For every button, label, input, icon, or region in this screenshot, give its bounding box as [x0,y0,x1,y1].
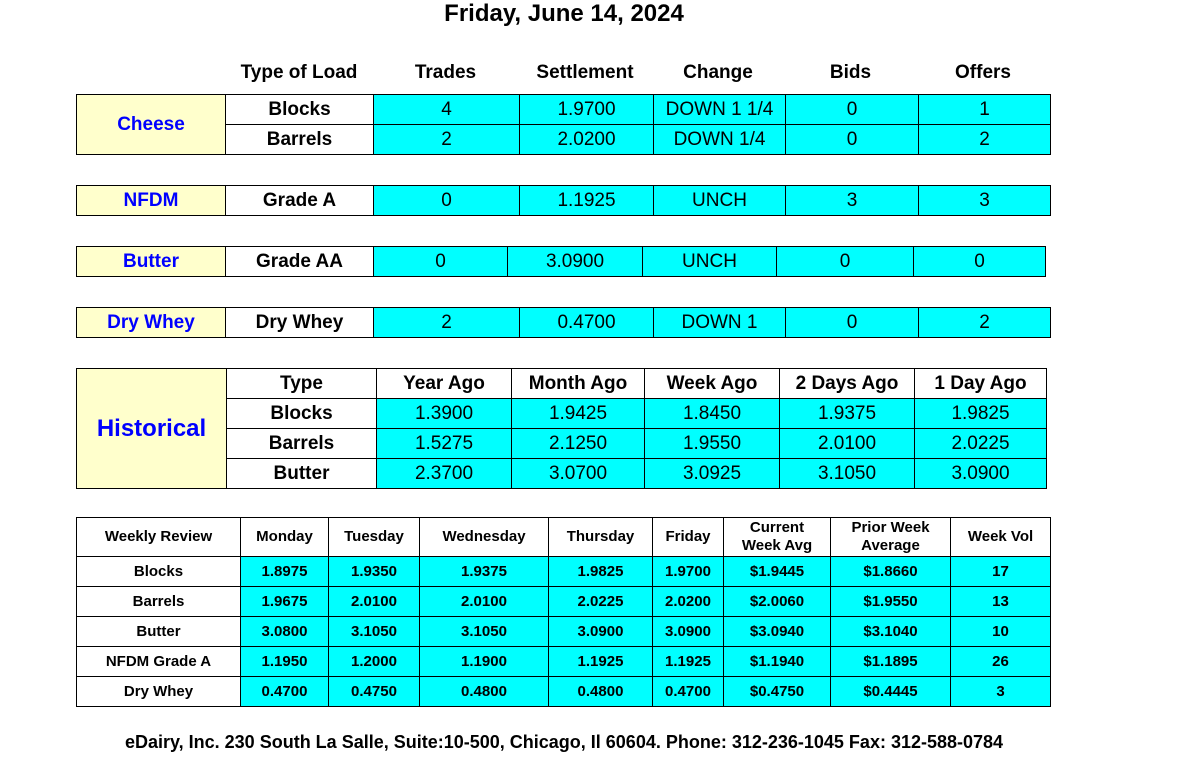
hist-cell: 1.3900 [377,399,512,429]
drywhey-table [76,307,1051,338]
weekly-cell: 1.9350 [329,557,420,587]
weekly-cell: 13 [951,587,1051,617]
trades-cell: 0 [374,247,508,277]
hist-header: Month Ago [512,369,645,399]
spacer [76,60,225,86]
weekly-cell: $3.1040 [831,617,951,647]
weekly-cell: 1.1950 [241,647,329,677]
weekly-cell: $3.0940 [724,617,831,647]
weekly-header: Wednesday [420,518,549,557]
weekly-cell: 3.1050 [329,617,420,647]
weekly-cell: 1.1925 [549,647,653,677]
weekly-cell: 0.4800 [549,677,653,707]
category-historical: Historical [77,369,227,489]
weekly-cell: 1.9700 [653,557,724,587]
category-butter: Butter [77,247,226,277]
weekly-header-line: Average [861,537,920,554]
market-column-headers [76,60,1049,86]
offers-cell: 2 [919,125,1051,155]
offers-cell: 1 [919,95,1051,125]
hist-cell: 3.0900 [915,459,1047,489]
weekly-header: Friday [653,518,724,557]
change-cell: UNCH [654,186,786,216]
weekly-cell: $1.1940 [724,647,831,677]
weekly-cell: 3.0900 [653,617,724,647]
weekly-cell: 17 [951,557,1051,587]
weekly-cell: 3.1050 [420,617,549,647]
hist-cell: 3.1050 [780,459,915,489]
weekly-type: Barrels [77,587,241,617]
weekly-type: Dry Whey [77,677,241,707]
weekly-review-table [76,517,1051,707]
weekly-cell: 1.2000 [329,647,420,677]
hist-type: Barrels [227,429,377,459]
hist-header: 1 Day Ago [915,369,1047,399]
settlement-cell: 3.0900 [508,247,643,277]
load-type: Blocks [226,95,374,125]
hist-cell: 1.9375 [780,399,915,429]
weekly-header: Week Vol [951,518,1051,557]
change-cell: DOWN 1 1/4 [654,95,786,125]
hist-cell: 2.0100 [780,429,915,459]
load-type: Dry Whey [226,308,374,338]
weekly-cell: $0.4445 [831,677,951,707]
weekly-type: Butter [77,617,241,647]
header-change: Change [683,62,753,83]
hist-header: 2 Days Ago [780,369,915,399]
change-cell: UNCH [643,247,777,277]
weekly-cell: 0.4700 [241,677,329,707]
weekly-cell: 0.4750 [329,677,420,707]
bids-cell: 0 [786,95,919,125]
weekly-cell: 1.9675 [241,587,329,617]
hist-cell: 1.9550 [645,429,780,459]
hist-cell: 3.0700 [512,459,645,489]
weekly-header-line: Current [749,519,805,536]
header-offers: Offers [955,62,1011,83]
historical-table [76,368,1047,489]
weekly-header-prior-avg [831,518,951,557]
settlement-cell: 2.0200 [520,125,654,155]
weekly-cell: 1.1925 [653,647,724,677]
hist-cell: 1.8450 [645,399,780,429]
weekly-type: Blocks [77,557,241,587]
hist-cell: 2.0225 [915,429,1047,459]
hist-type: Blocks [227,399,377,429]
weekly-cell: 2.0200 [653,587,724,617]
category-cheese: Cheese [77,95,226,155]
weekly-cell: 3.0800 [241,617,329,647]
trades-cell: 2 [374,308,520,338]
weekly-cell: 1.1900 [420,647,549,677]
hist-header: Year Ago [377,369,512,399]
trades-cell: 0 [374,186,520,216]
weekly-header-line: Prior Week [851,519,930,536]
weekly-header: Thursday [549,518,653,557]
bids-cell: 3 [786,186,919,216]
hist-cell: 2.3700 [377,459,512,489]
cheese-table [76,94,1051,155]
bids-cell: 0 [786,125,919,155]
weekly-cell: 26 [951,647,1051,677]
weekly-cell: 1.9375 [420,557,549,587]
weekly-cell: $1.9445 [724,557,831,587]
weekly-cell: 10 [951,617,1051,647]
weekly-header: Monday [241,518,329,557]
category-nfdm: NFDM [77,186,226,216]
load-type: Barrels [226,125,374,155]
weekly-cell: 2.0100 [329,587,420,617]
load-type: Grade AA [226,247,374,277]
offers-cell: 3 [919,186,1051,216]
hist-header: Week Ago [645,369,780,399]
weekly-cell: 3.0900 [549,617,653,647]
weekly-cell: 0.4700 [653,677,724,707]
page-title: Friday, June 14, 2024 [444,0,684,27]
bids-cell: 0 [777,247,914,277]
nfdm-table [76,185,1051,216]
weekly-cell: 0.4800 [420,677,549,707]
hist-cell: 2.1250 [512,429,645,459]
hist-cell: 1.5275 [377,429,512,459]
bids-cell: 0 [786,308,919,338]
hist-cell: 1.9425 [512,399,645,429]
weekly-cell: $2.0060 [724,587,831,617]
weekly-header-line: Week Avg [741,537,813,554]
trades-cell: 2 [374,125,520,155]
weekly-cell: $1.8660 [831,557,951,587]
settlement-cell: 1.9700 [520,95,654,125]
butter-table [76,246,1046,277]
hist-type: Butter [227,459,377,489]
weekly-cell: 2.0100 [420,587,549,617]
weekly-header: Weekly Review [77,518,241,557]
weekly-header-current-avg [724,518,831,557]
hist-cell: 3.0925 [645,459,780,489]
load-type: Grade A [226,186,374,216]
change-cell: DOWN 1/4 [654,125,786,155]
weekly-header: Tuesday [329,518,420,557]
offers-cell: 0 [914,247,1046,277]
offers-cell: 2 [919,308,1051,338]
weekly-cell: 3 [951,677,1051,707]
settlement-cell: 1.1925 [520,186,654,216]
header-type-of-load: Type of Load [240,62,358,83]
footer-contact: eDairy, Inc. 230 South La Salle, Suite:10-500, Chicago, Il 60604. Phone: 312-236-1045 Fax: 312-588-0784 [124,732,1004,752]
weekly-cell: $0.4750 [724,677,831,707]
header-settlement: Settlement [536,62,634,83]
hist-header: Type [227,369,377,399]
weekly-cell: 1.9825 [549,557,653,587]
category-drywhey: Dry Whey [77,308,226,338]
weekly-cell: 2.0225 [549,587,653,617]
weekly-cell: $1.1895 [831,647,951,677]
weekly-type: NFDM Grade A [77,647,241,677]
header-bids: Bids [829,62,872,83]
trades-cell: 4 [374,95,520,125]
change-cell: DOWN 1 [654,308,786,338]
settlement-cell: 0.4700 [520,308,654,338]
weekly-cell: 1.8975 [241,557,329,587]
header-trades: Trades [414,62,477,83]
weekly-cell: $1.9550 [831,587,951,617]
hist-cell: 1.9825 [915,399,1047,429]
